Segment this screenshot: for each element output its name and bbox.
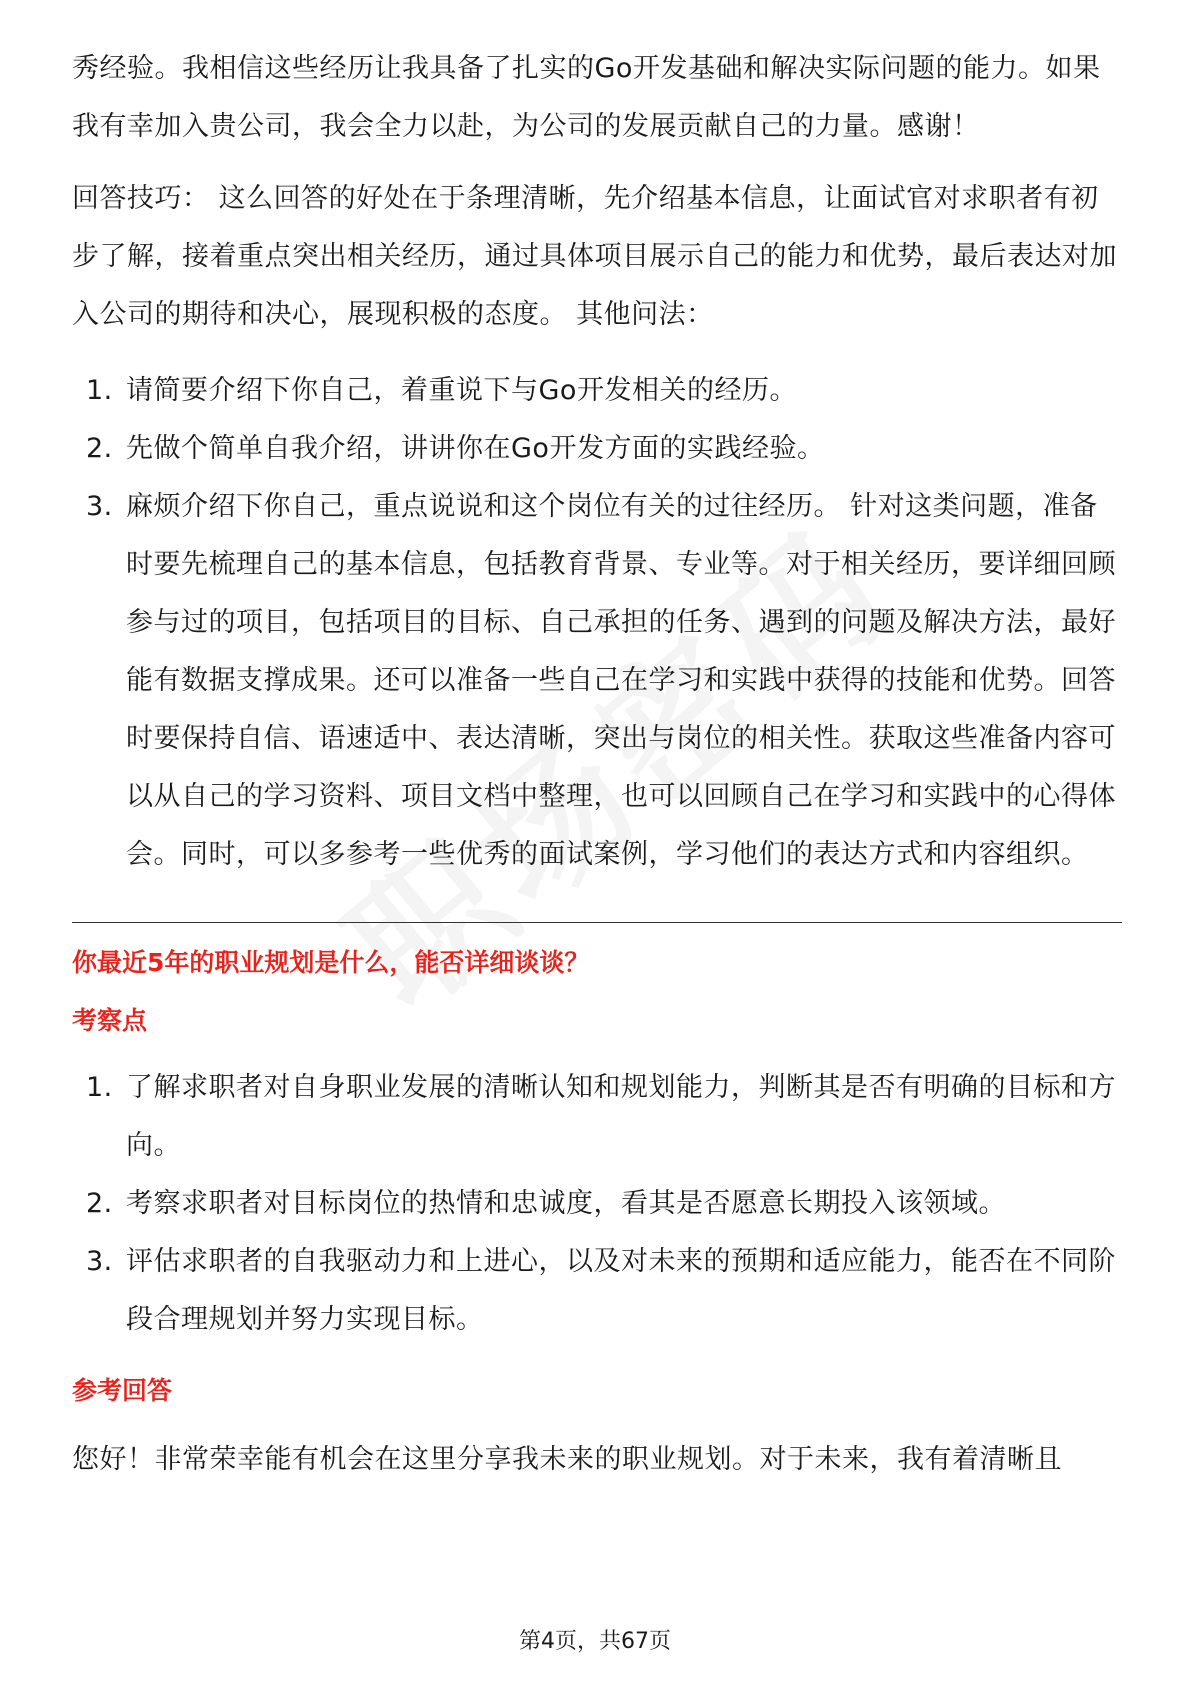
list-item-number: 3. <box>86 1246 113 1277</box>
list-item-text: 了解求职者对自身职业发展的清晰认知和规划能力，判断其是否有明确的目标和方向。 <box>126 1072 1116 1161</box>
page-content <box>72 40 1122 1489</box>
answer-heading: 参考回答 <box>72 1376 173 1405</box>
list-item <box>72 1059 1122 1175</box>
alt-questions-list <box>72 362 1122 884</box>
tips-paragraph: 回答技巧： 这么回答的好处在于条理清晰，先介绍基本信息，让面试官对求职者有初步了解，接着重点突出相关经历，通过具体项目展示自己的能力和优势，最后表达对加入公司的期待和决心，展现积极的态度。 其他问法： <box>72 183 1117 330</box>
list-item-text: 评估求职者的自我驱动力和上进心，以及对未来的预期和适应能力，能否在不同阶段合理规划并努力实现目标。 <box>126 1246 1116 1335</box>
list-item-number: 3. <box>86 491 113 522</box>
list-item <box>72 478 1122 884</box>
page-footer: 第4页，共67页 <box>519 1629 671 1654</box>
answer-paragraph: 您好！非常荣幸能有机会在这里分享我未来的职业规划。对于未来，我有着清晰且 <box>72 1444 1062 1475</box>
list-item-text: 考察求职者对目标岗位的热情和忠诚度，看其是否愿意长期投入该领域。 <box>126 1188 1006 1219</box>
list-item-text: 麻烦介绍下你自己，重点说说和这个岗位有关的过往经历。 针对这类问题，准备时要先梳理自己的基本信息，包括教育背景、专业等。对于相关经历，要详细回顾参与过的项目，包括项目的目标、自己承担的任务、遇到的问题及解决方法，最好能有数据支撑成果。还可以准备一些自己在学习和实践中获得的技能和优势。回答时要保持自信、语速适中、表达清晰，突出与岗位的相关性。获取这些准备内容可以从自己的学习资料、项目文档中整理，也可以回顾自己在学习和实践中的心得体会。同时，可以多参考一些优秀的面试案例，学习他们的表达方式和内容组织。 <box>126 491 1116 870</box>
section-divider <box>72 922 1122 923</box>
assessment-heading: 考察点 <box>72 1006 148 1035</box>
intro-paragraph: 秀经验。我相信这些经历让我具备了扎实的Go开发基础和解决实际问题的能力。如果我有幸加入贵公司，我会全力以赴，为公司的发展贡献自己的力量。感谢！ <box>72 53 1101 142</box>
list-item <box>72 1175 1122 1233</box>
list-item-number: 2. <box>86 1188 113 1219</box>
list-item <box>72 1233 1122 1349</box>
question-title: 你最近5年的职业规划是什么，能否详细谈谈？ <box>72 948 590 977</box>
list-item <box>72 362 1122 420</box>
list-item-text: 先做个简单自我介绍，讲讲你在Go开发方面的实践经验。 <box>126 433 825 464</box>
list-item-text: 请简要介绍下你自己，着重说下与Go开发相关的经历。 <box>126 375 797 406</box>
list-item-number: 1. <box>86 375 113 406</box>
list-item-number: 2. <box>86 433 113 464</box>
list-item-number: 1. <box>86 1072 113 1103</box>
assessment-points-list <box>72 1059 1122 1349</box>
list-item <box>72 420 1122 478</box>
